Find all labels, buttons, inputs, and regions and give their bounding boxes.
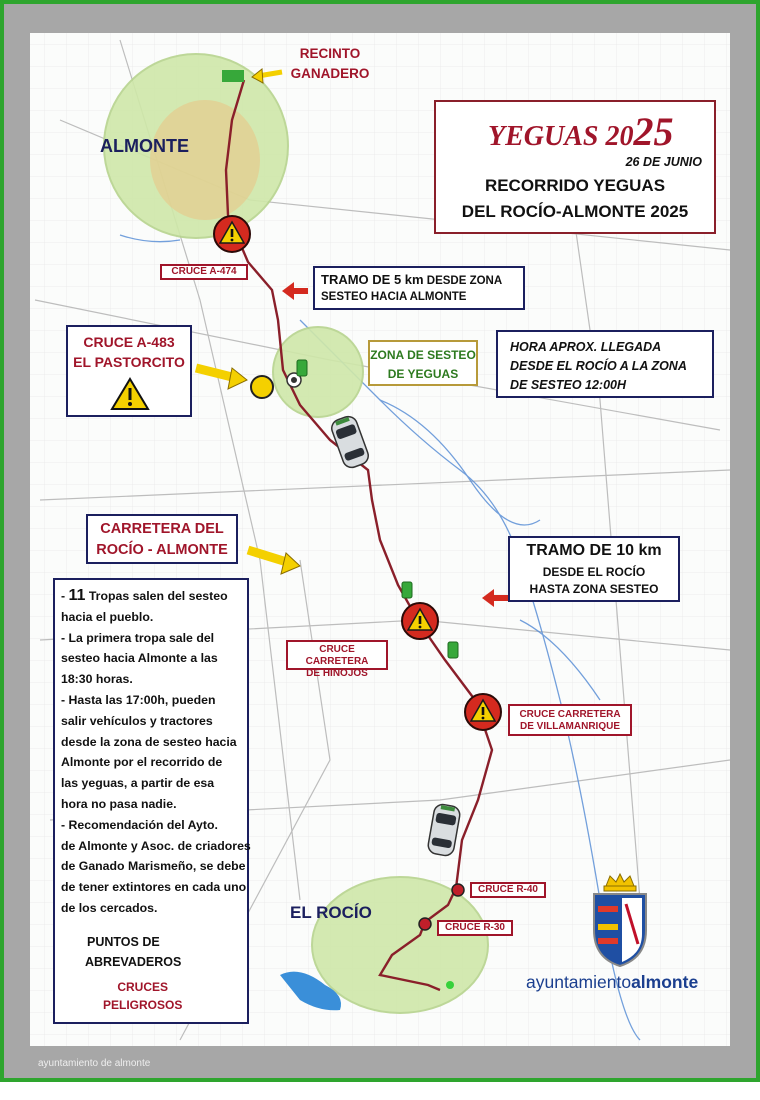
note-line: - Recomendación del Ayto.: [61, 817, 218, 832]
tramo10-line1: TRAMO DE 10 km: [526, 542, 662, 559]
title-box: [434, 100, 716, 234]
title-line1: RECORRIDO YEGUAS: [484, 176, 666, 195]
zona-sesteo-label: ZONA DE SESTEO DE YEGUAS: [370, 348, 476, 381]
note-line: hacia el pueblo.: [61, 609, 154, 624]
note-line: 18:30 horas.: [61, 672, 133, 687]
tramo5-line1: TRAMO DE 5 km DESDE ZONA: [321, 272, 503, 287]
cruce-r40-label: CRUCE R-40: [470, 882, 546, 898]
el-rocio-zone: [312, 877, 488, 1013]
carretera-label: CARRETERA DEL ROCÍO - ALMONTE: [96, 521, 228, 558]
legend-cruces: CRUCES PELIGROSOS: [103, 980, 183, 1012]
note-line: de tener extintores en cada uno: [61, 880, 247, 895]
cruce-a483-box: [66, 325, 192, 417]
recinto-marker: [222, 70, 244, 82]
warning-icon: [110, 377, 150, 411]
cruce-a483-marker: [251, 376, 273, 398]
zona-sesteo-box: [368, 340, 478, 386]
recinto-label: RECINTO GANADERO: [290, 46, 370, 81]
carretera-box: [86, 514, 238, 564]
cruce-r30-dot: [419, 918, 431, 930]
legend-abrevaderos: PUNTOS DE ABREVADEROS: [85, 935, 182, 969]
note-line: sesteo hacia Almonte a las: [61, 651, 218, 666]
note-line: las yeguas, a partir de esa: [61, 776, 215, 791]
note-line: - 11 Tropas salen del sesteo: [61, 587, 228, 604]
cruce-a483-label: CRUCE A-483 EL PASTORCITO: [73, 334, 185, 370]
title-line2: DEL ROCÍO-ALMONTE 2025: [461, 202, 689, 221]
hora-label: HORA APROX. LLEGADA DESDE EL ROCÍO A LA ZONA DE SESTEO 12:00H: [510, 340, 687, 392]
cruce-villamanrique-warning-icon: [465, 694, 501, 730]
water-point-icon: [297, 360, 307, 376]
note-line: de Almonte y Asoc. de criadores: [61, 838, 251, 853]
hora-box: [496, 330, 714, 398]
note-line: hora no pasa nadie.: [61, 796, 177, 811]
water-point-icon: [448, 642, 458, 658]
water-point-icon: [402, 582, 412, 598]
cruce-r40-dot: [452, 884, 464, 896]
cruce-villamanrique-label: CRUCE CARRETERA DE VILLAMANRIQUE: [508, 704, 632, 736]
note-line: - Hasta las 17:00h, pueden: [61, 692, 216, 707]
sesteo-zone: [273, 327, 363, 417]
note-line: - La primera tropa sale del: [61, 630, 215, 645]
note-line: de Ganado Marismeño, se debe: [61, 859, 246, 874]
note-line: Almonte por el recorrido de: [61, 755, 223, 770]
notes-box: [53, 578, 249, 1024]
notes-list: [61, 586, 251, 919]
cruce-hinojos-warning-icon: [402, 603, 438, 639]
tramo5-box: [313, 266, 525, 310]
title-date: 26 DE JUNIO: [625, 155, 702, 169]
cruce-a474-warning-icon: [214, 216, 250, 252]
cruce-a474-label: CRUCE A-474: [160, 264, 248, 280]
almonte-label: ALMONTE: [100, 136, 189, 156]
tramo10-rest: DESDE EL ROCÍO HASTA ZONA SESTEO: [529, 565, 659, 596]
note-line: de los cercados.: [61, 900, 158, 915]
note-line: desde la zona de sesteo hacia: [61, 734, 237, 749]
note-line: salir vehículos y tractores: [61, 713, 213, 728]
el-rocio-label: EL ROCÍO: [290, 903, 372, 922]
footer-credit: ayuntamiento de almonte: [38, 1058, 151, 1069]
cruce-hinojos-label: CRUCE CARRETERA DE HINOJOS: [286, 640, 388, 670]
title-brand: YEGUAS 2025: [488, 109, 674, 154]
cruce-r30-label: CRUCE R-30: [437, 920, 513, 936]
logo-text: ayuntamientoalmonte: [526, 972, 699, 992]
tramo5-line2: SESTEO HACIA ALMONTE: [321, 291, 467, 303]
tramo10-box: [508, 536, 680, 602]
